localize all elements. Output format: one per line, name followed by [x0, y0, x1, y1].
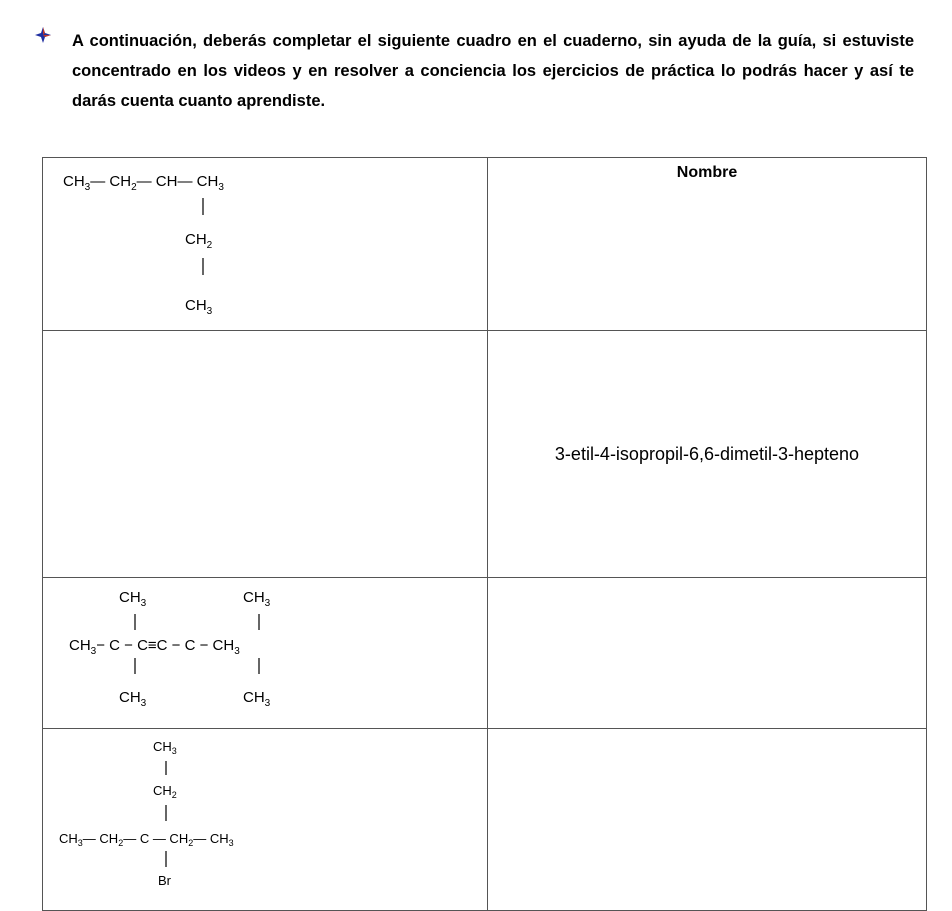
name-cell-4	[488, 729, 927, 911]
formula-3-bottom-ch3-left: $CH_3$	[119, 689, 147, 709]
formula-3-top-ch3-right: $CH_3$	[243, 589, 271, 609]
name-cell-3	[488, 578, 927, 729]
compound-name-2: 3-etil-4-isopropil-6,6-dimetil-3-hepteno	[488, 331, 927, 578]
bullet-icon	[34, 26, 52, 44]
instructions-block	[34, 26, 914, 116]
structural-formula-4	[43, 729, 487, 905]
formula-cell-1	[43, 158, 488, 331]
formula-1-branch-ch2: $CH_2$	[185, 231, 213, 251]
formula-3-top-ch3-left: $CH_3$	[119, 589, 147, 609]
formula-4-branch-ch2: $CH_2$	[153, 783, 177, 800]
formula-4-bromine: Br	[158, 873, 171, 888]
formula-4-top-ch3: $CH_3$	[153, 739, 177, 756]
structural-formula-3	[43, 578, 487, 723]
formula-1-branch-ch3: $CH_3$	[185, 297, 213, 317]
formula-4-main-chain: $CH_3—$ $CH_2—$ C — $CH_2—$ $CH_3$	[59, 831, 234, 848]
formula-1-main-chain: $CH_3—$ $CH_2—$ CH— $CH_3$	[63, 173, 224, 193]
formula-3-main-chain: $CH_3- C - C\equiv C - C - CH_3$	[69, 637, 240, 657]
name-header: Nombre	[488, 158, 927, 331]
formula-3-bottom-ch3-right: $CH_3$	[243, 689, 271, 709]
formula-cell-3	[43, 578, 488, 729]
structural-formula-1	[43, 158, 487, 325]
instructions-text: A continuación, deberás completar el siguiente cuadro en el cuaderno, sin ayuda de la guía, si estuviste concentrado en los videos y en resolver a conciencia los ejercicios de práctica lo podrás hacer y así te darás cuenta cuanto aprendiste.	[72, 32, 914, 110]
formula-cell-2	[43, 331, 488, 578]
formula-cell-4	[43, 729, 488, 911]
exercise-table	[42, 157, 927, 911]
